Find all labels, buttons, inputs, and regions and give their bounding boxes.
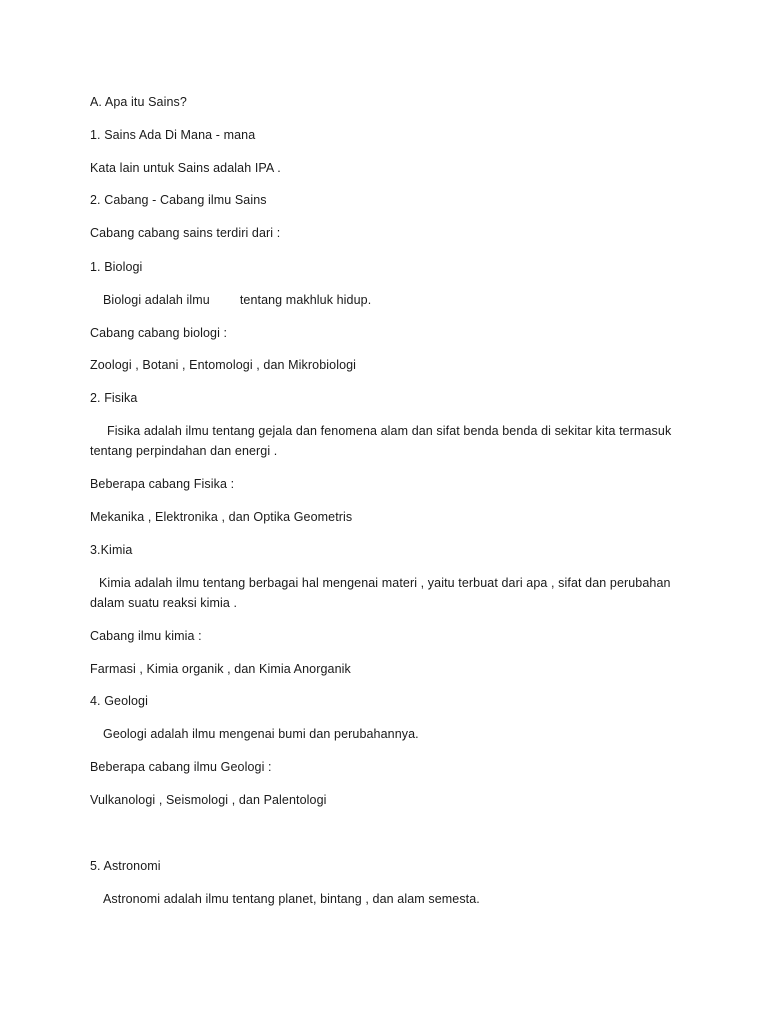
fisika-branches-label: Beberapa cabang Fisika : [90,477,235,491]
geologi-branches-label: Beberapa cabang ilmu Geologi : [90,760,272,774]
section1-title: 1. Sains Ada Di Mana - mana [90,128,256,142]
fisika-definition-line1: Fisika adalah ilmu tentang gejala dan fenomena alam dan sifat benda benda di sekitar kita termasuk [107,424,672,438]
section2-title: 2. Cabang - Cabang ilmu Sains [90,193,267,207]
geologi-title: 4. Geologi [90,694,148,708]
document-heading: A. Apa itu Sains? [90,95,187,109]
kimia-definition-line1: Kimia adalah ilmu tentang berbagai hal mengenai materi , yaitu terbuat dari apa , sifat dan perubahan [99,576,671,590]
astronomi-title: 5. Astronomi [90,859,161,873]
section2-intro: Cabang cabang sains terdiri dari : [90,226,281,240]
kimia-title: 3.Kimia [90,543,133,557]
biologi-branches: Zoologi , Botani , Entomologi , dan Mikrobiologi [90,358,357,372]
geologi-branches: Vulkanologi , Seismologi , dan Palentologi [90,793,327,807]
fisika-branches: Mekanika , Elektronika , dan Optika Geometris [90,510,353,524]
geologi-definition: Geologi adalah ilmu mengenai bumi dan perubahannya. [103,727,419,741]
kimia-branches: Farmasi , Kimia organik , dan Kimia Anorganik [90,662,351,676]
fisika-title: 2. Fisika [90,391,138,405]
biologi-definition [103,290,371,310]
biologi-definition-part2: tentang makhluk hidup. [239,293,372,307]
kimia-definition-line2: dalam suatu reaksi kimia . [90,596,238,610]
fisika-definition-line2: tentang perpindahan dan energi . [90,444,278,458]
astronomi-definition: Astronomi adalah ilmu tentang planet, bintang , dan alam semesta. [103,892,480,906]
biologi-definition-part1: Biologi adalah ilmu [103,293,210,307]
kimia-branches-label: Cabang ilmu kimia : [90,629,202,643]
biologi-branches-label: Cabang cabang biologi : [90,326,228,340]
biologi-title: 1. Biologi [90,260,143,274]
section1-text: Kata lain untuk Sains adalah IPA . [90,161,281,175]
